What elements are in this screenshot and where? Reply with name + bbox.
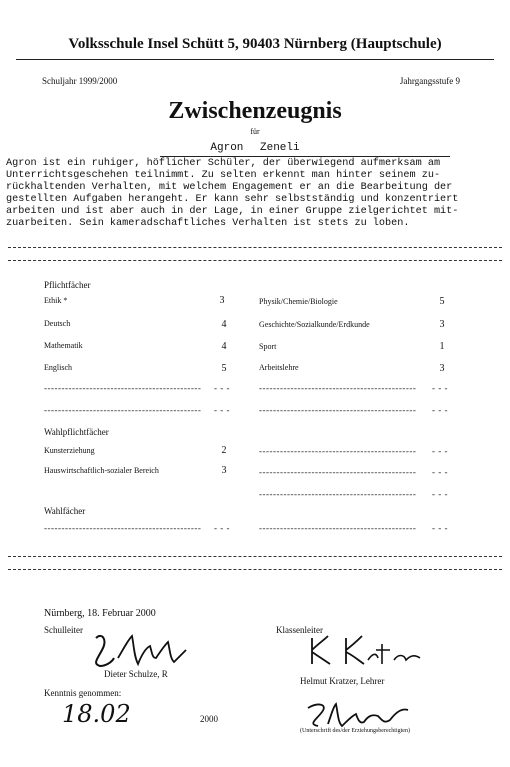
blank-line: --------------------------------------------- <box>259 489 417 499</box>
acknowledged-date: 18.02 <box>62 700 131 728</box>
guardian-label: (Unterschrift des/der Erziehungsberechtigten) <box>300 728 410 734</box>
subject-deutsch: Deutsch <box>44 319 71 328</box>
blank-grade: - - - <box>432 405 448 415</box>
blank-line: --------------------------------------------- <box>259 523 417 533</box>
name-underline <box>160 156 450 157</box>
document-title: Zwischenzeugnis <box>168 98 342 124</box>
grade-geschichte: 3 <box>439 319 445 330</box>
for-label: für <box>250 127 260 136</box>
remarks-line: arbeiten und ist aber auch in der Lage, in einer Gruppe zielgerichtet mit- <box>6 206 459 217</box>
teacher-name: Helmut Kratzer, Lehrer <box>300 676 385 686</box>
remarks-line: gestellten Aufgaben herangeht. Er kann sehr selbstständig und konzentriert <box>6 194 459 205</box>
grade-level: Jahrgangsstufe 9 <box>399 76 460 86</box>
blank-line: --------------------------------------------- <box>259 446 417 456</box>
grade-arbeitslehre: 3 <box>439 363 445 374</box>
separator <box>8 260 502 261</box>
elective-compulsory-heading: Wahlpflichtfächer <box>44 427 109 437</box>
subject-englisch: Englisch <box>44 363 72 372</box>
blank-line: --------------------------------------------- <box>44 383 202 393</box>
teacher-label: Klassenleiter <box>276 625 323 635</box>
compulsory-heading: Pflichtfächer <box>44 280 91 290</box>
grade-kunsterziehung: 2 <box>221 445 227 456</box>
separator <box>8 569 502 570</box>
subject-hauswirtschaft: Hauswirtschaftlich-sozialer Bereich <box>44 466 159 475</box>
blank-grade: - - - <box>214 405 230 415</box>
grade-hauswirtschaft: 3 <box>221 465 227 476</box>
subject-mathematik: Mathematik <box>44 341 83 350</box>
blank-grade: - - - <box>432 489 448 499</box>
remarks-line: Agron ist ein ruhiger, höflicher Schüler, der überwiegend aufmerksam am <box>6 158 441 169</box>
header-rule <box>16 59 494 60</box>
place-date: Nürnberg, 18. Februar 2000 <box>44 608 156 619</box>
separator <box>8 247 502 248</box>
remarks-line: rückhaltenden Verhalten, mit welchem Engagement er an die Bearbeitung der <box>6 182 453 193</box>
subject-arbeitslehre: Arbeitslehre <box>259 363 299 372</box>
guardian-signature <box>298 698 418 732</box>
grade-ethik: 3 <box>219 295 225 306</box>
blank-line: --------------------------------------------- <box>259 467 417 477</box>
grade-englisch: 5 <box>221 363 227 374</box>
blank-line: --------------------------------------------- <box>259 383 417 393</box>
blank-grade: - - - <box>214 523 230 533</box>
subject-ethik: Ethik * <box>44 296 68 305</box>
subject-geschichte: Geschichte/Sozialkunde/Erdkunde <box>259 320 370 329</box>
grade-physik: 5 <box>439 296 445 307</box>
grade-sport: 1 <box>439 341 445 352</box>
subject-physik: Physik/Chemie/Biologie <box>259 297 338 306</box>
school-header: Volksschule Insel Schütt 5, 90403 Nürnberg (Hauptschule) <box>68 36 442 52</box>
blank-line: --------------------------------------------- <box>259 405 417 415</box>
blank-grade: - - - <box>432 467 448 477</box>
elective-heading: Wahlfächer <box>44 506 86 516</box>
grade-mathematik: 4 <box>221 341 227 352</box>
subject-kunsterziehung: Kunsterziehung <box>44 446 95 455</box>
principal-label: Schulleiter <box>44 625 83 635</box>
remarks-paragraph <box>6 158 502 230</box>
separator <box>8 556 502 557</box>
blank-grade: - - - <box>432 446 448 456</box>
acknowledged-year: 2000 <box>200 714 218 724</box>
blank-grade: - - - <box>432 523 448 533</box>
subject-sport: Sport <box>259 342 277 351</box>
blank-line: --------------------------------------------- <box>44 523 202 533</box>
blank-grade: - - - <box>432 383 448 393</box>
school-year: Schuljahr 1999/2000 <box>42 76 118 86</box>
principal-name: Dieter Schulze, R <box>104 669 168 679</box>
blank-grade: - - - <box>214 383 230 393</box>
blank-line: --------------------------------------------- <box>44 405 202 415</box>
teacher-signature <box>306 630 426 670</box>
principal-signature <box>88 628 198 672</box>
remarks-line: Unterrichtsgeschehen teilnimmt. Zu selten erkennt man hinter seinem zu- <box>6 170 441 181</box>
acknowledged-label: Kenntnis genommen: <box>44 688 122 698</box>
grade-deutsch: 4 <box>221 319 227 330</box>
remarks-line: zuarbeiten. Sein kameradschaftliches Verhalten ist stets zu loben. <box>6 218 410 229</box>
student-name: Agron Zeneli <box>210 142 300 154</box>
